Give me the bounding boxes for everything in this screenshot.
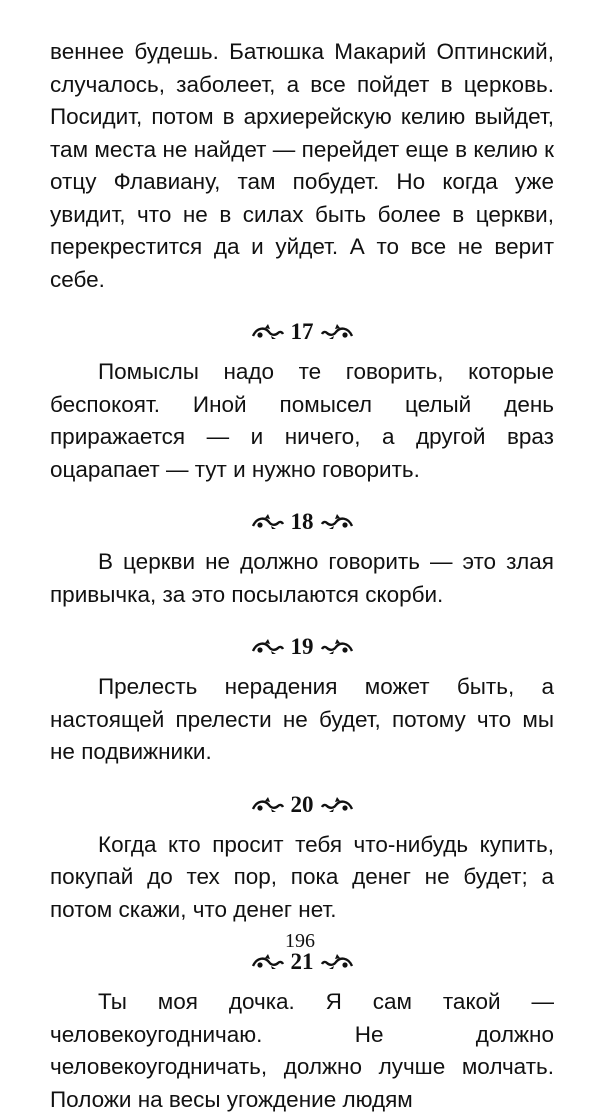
section-number: 18 [290,509,314,534]
section-heading-18 [50,506,554,538]
page-number: 196 [285,930,315,952]
section-number: 20 [290,791,314,817]
page-body [50,36,554,1116]
right-ornament-icon [320,953,354,971]
right-ornament-icon [320,323,354,341]
section-text-20: Когда кто просит тебя что-нибудь купить, покупай до тех пор, пока денег не будет; а потом скажи, что денег нет. [50,831,554,922]
section-number: 21 [290,949,314,974]
left-ornament-icon [251,323,285,341]
left-ornament-icon [251,953,285,971]
section-text-18: В церкви не должно говорить — это злая привычка, за это посылаются скорби. [50,549,554,607]
section-text-17: Помыслы надо те говорить, которые беспокоят. Иной помысел целый день приражается — и ничего, а другой враз оцарапает — тут и нужно говорить. [50,359,554,482]
section-number: 17 [290,319,314,344]
section-text-21: Ты моя дочка. Я сам такой — человекоугодничаю. Не должно человекоугодничать, должно лучше молчать. Положи на весы угождение людям [50,989,554,1112]
section-number: 19 [290,634,314,659]
section-heading-20 [50,789,554,821]
right-ornament-icon [320,638,354,656]
left-ornament-icon [251,513,285,531]
left-ornament-icon [251,638,285,656]
right-ornament-icon [320,796,354,814]
right-ornament-icon [320,513,354,531]
section-text-19: Прелесть нерадения может быть, а настоящей прелести не будет, потому что мы не подвижники. [50,674,554,764]
left-ornament-icon [251,796,285,814]
intro-paragraph: веннее будешь. Батюшка Макарий Оптинский, случалось, заболеет, а все пойдет в церковь. Посидит, потом в архиерейскую келию выйдет, там места не найдет — перейдет еще в келию к отцу Флавиану, там побудет. Но когда уже увидит, что не в силах быть более в церкви, перекрестится да и уйдет. А то все не верит себе. [50,39,554,292]
section-heading-17 [50,316,554,348]
section-heading-19 [50,631,554,663]
